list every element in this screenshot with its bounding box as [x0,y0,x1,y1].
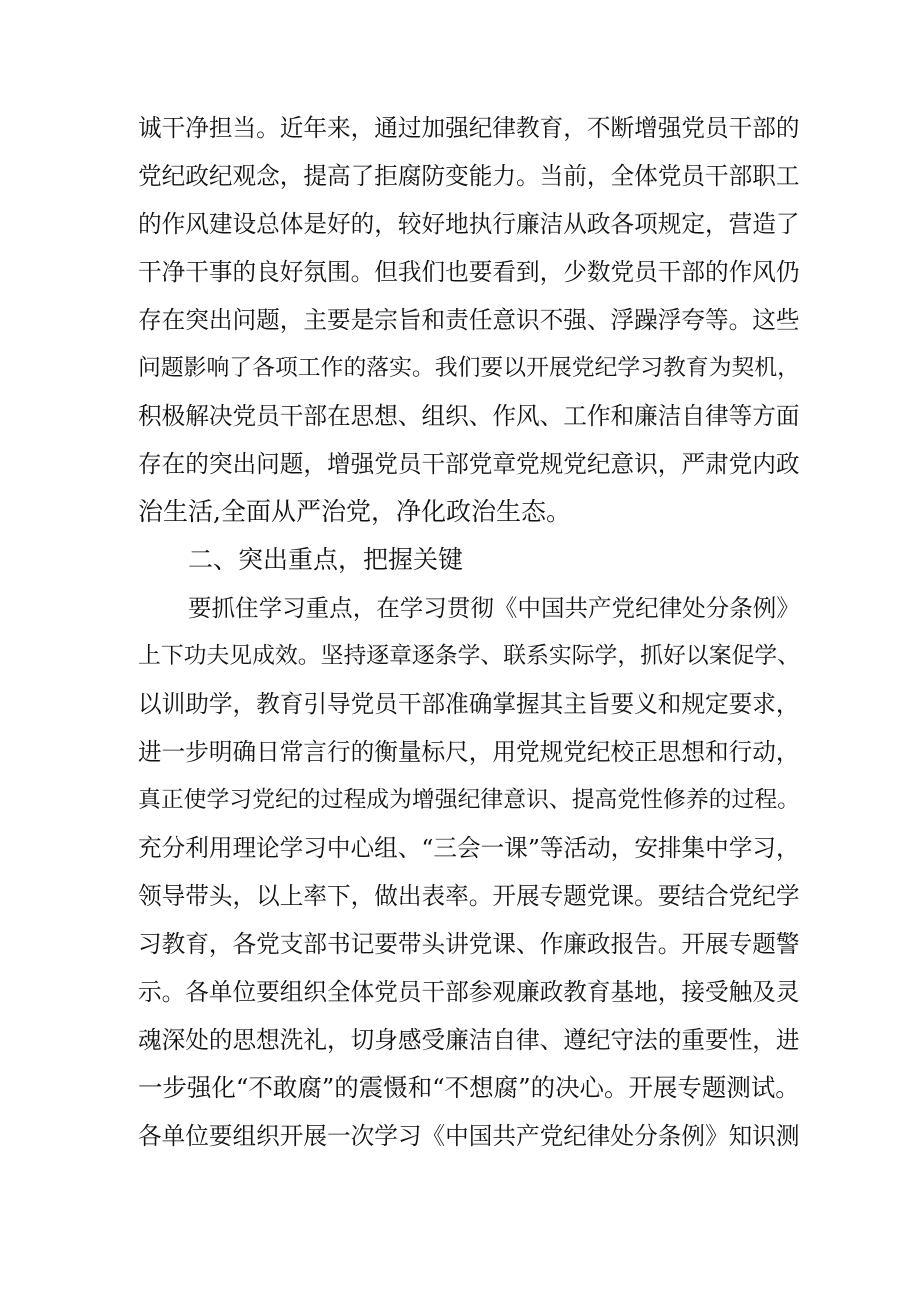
text-line: 要抓住学习重点，在学习贯彻《中国共产党纪律处分条例》 [188,594,800,622]
text-line: 示。各单位要组织全体党员干部参观廉政教育基地，接受触及灵 [138,978,800,1006]
text-line: 问题影响了各项工作的落实。我们要以开展党纪学习教育为契机， [138,355,801,381]
text-line: 领导带头，以上率下，做出表率。开展专题党课。要结合党纪学 [138,882,800,910]
text-line: 真正使学习党纪的过程成为增强纪律意识、提高党性修养的过程。 [138,787,801,813]
text-line: 存在的突出问题，增强党员干部党章党规党纪意识，严肃党内政 [138,450,800,478]
text-line: 诚干净担当。近年来，通过加强纪律教育，不断增强党员干部的 [138,114,800,142]
text-line: 习教育，各党支部书记要带头讲党课、作廉政报告。开展专题警 [138,930,800,958]
text-line: 进一步明确日常言行的衡量标尺，用党规党纪校正思想和行动， [138,738,800,766]
text-line: 干净干事的良好氛围。但我们也要看到，少数党员干部的作风仍 [138,258,800,286]
text-line: 充分利用理论学习中心组、“三会一课”等活动，安排集中学习， [138,834,800,862]
text-line: 各单位要组织开展一次学习《中国共产党纪律处分条例》知识测 [138,1122,800,1150]
section-heading: 二、突出重点，把握关键 [188,545,464,574]
text-line: 治生活,全面从严治党，净化政治生态。 [138,497,571,526]
text-line: 上下功夫见成效。坚持逐章逐条学、联系实际学，抓好以案促学、 [138,643,801,669]
text-line: 的作风建设总体是好的，较好地执行廉洁从政各项规定，营造了 [138,210,800,238]
text-line: 党纪政纪观念，提高了拒腐防变能力。当前，全体党员干部职工 [138,162,800,190]
text-line: 一步强化“不敢腐”的震慑和“不想腐”的决心。开展专题测试。 [138,1073,800,1102]
text-line: 积极解决党员干部在思想、组织、作风、工作和廉洁自律等方面 [138,402,800,430]
text-line: 魂深处的思想洗礼，切身感受廉洁自律、遵纪守法的重要性，进 [138,1026,800,1054]
text-line: 以训助学，教育引导党员干部准确掌握其主旨要义和规定要求， [138,690,800,718]
text-line: 存在突出问题，主要是宗旨和责任意识不强、浮躁浮夸等。这些 [138,306,800,334]
